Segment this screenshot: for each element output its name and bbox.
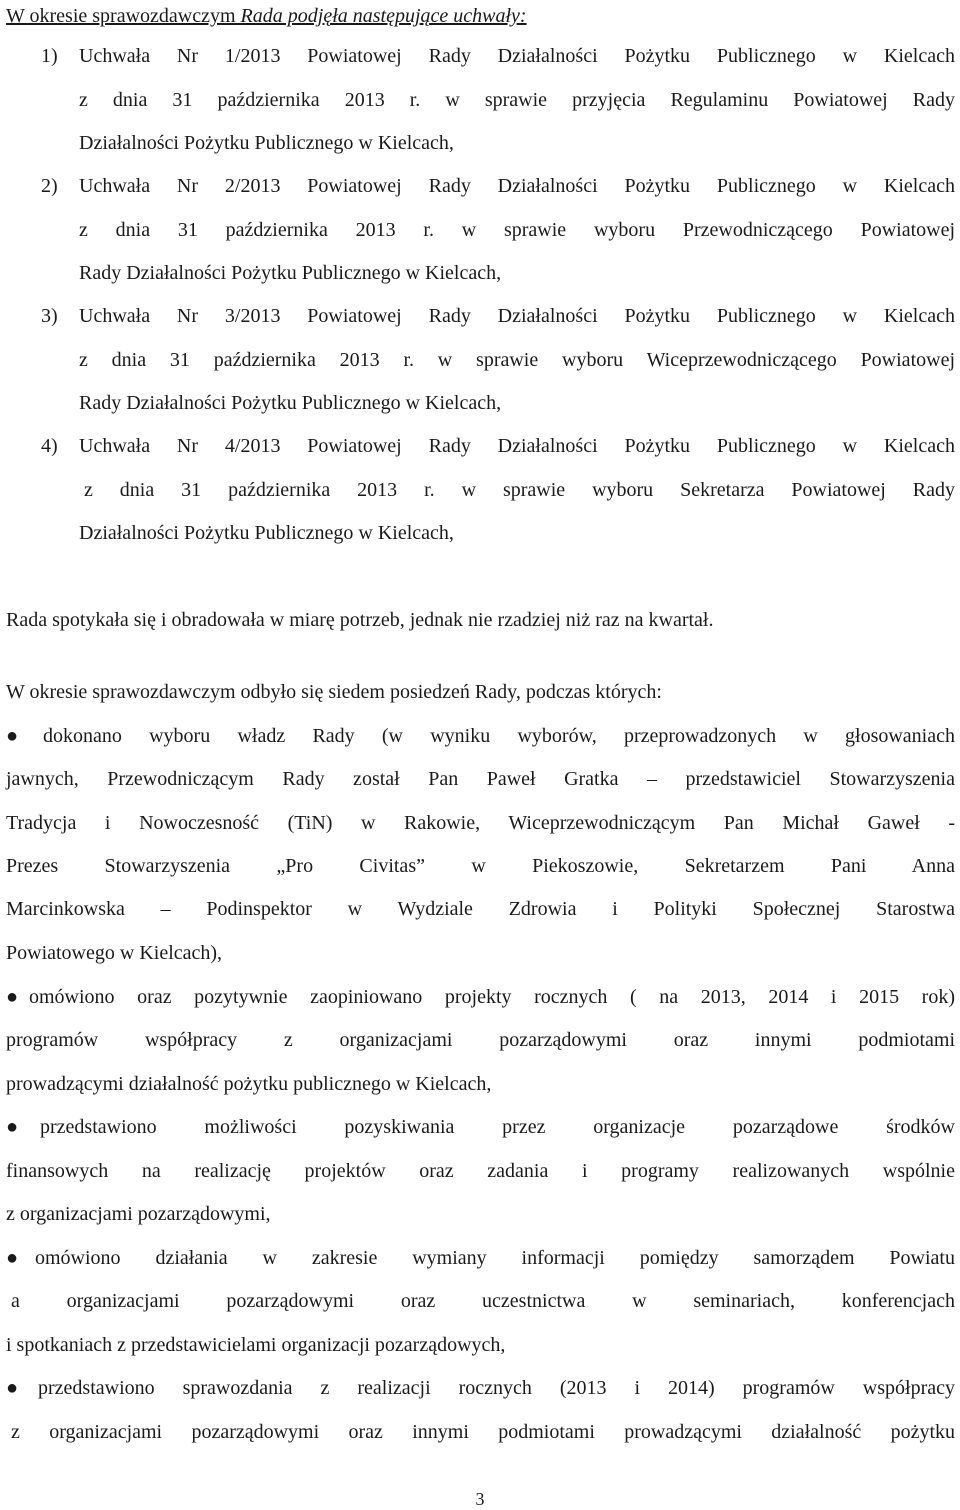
resolution-line: Uchwała Nr 1/2013 Powiatowej Rady Działalności Pożytku Publicznego w Kielcach bbox=[79, 45, 955, 67]
bullet-line: finansowych na realizację projektów oraz zadania i programy realizowanych wspólnie bbox=[6, 1160, 955, 1182]
bullet-line: Tradycja i Nowoczesność (TiN) w Rakowie, Wiceprzewodniczącym Pan Michał Gaweł - bbox=[6, 812, 955, 834]
resolution-line: Rady Działalności Pożytku Publicznego w Kielcach, bbox=[79, 262, 502, 284]
bullet-line: Powiatowego w Kielcach), bbox=[6, 942, 223, 964]
bullet-line: programów współpracy z organizacjami pozarządowymi oraz innymi podmiotami bbox=[6, 1029, 955, 1051]
resolution-line: z dnia 31 października 2013 r. w sprawie przyjęcia Regulaminu Powiatowej Rady bbox=[79, 89, 955, 111]
meeting-frequency-note: Rada spotykała się i obradowała w miarę potrzeb, jednak nie rzadziej niż raz na kwartał. bbox=[6, 609, 714, 631]
resolution-line: z dnia 31 października 2013 r. w sprawie wyboru Wiceprzewodniczącego Powiatowej bbox=[79, 349, 955, 371]
bullet-line: Prezes Stowarzyszenia „Pro Civitas” w Piekoszowie, Sekretarzem Pani Anna bbox=[6, 855, 955, 877]
bullet-line: z organizacjami pozarządowymi, bbox=[6, 1203, 271, 1225]
meetings-intro: W okresie sprawozdawczym odbyło się siedem posiedzeń Rady, podczas których: bbox=[6, 681, 662, 703]
resolution-line: Uchwała Nr 3/2013 Powiatowej Rady Działalności Pożytku Publicznego w Kielcach bbox=[79, 305, 955, 327]
resolution-line: z dnia 31 października 2013 r. w sprawie wyboru Sekretarza Powiatowej Rady bbox=[84, 479, 955, 501]
bullet-icon: ● bbox=[6, 1377, 19, 1399]
bullet-line: omówiono działania w zakresie wymiany informacji pomiędzy samorządem Powiatu bbox=[35, 1247, 955, 1269]
resolution-line: z dnia 31 października 2013 r. w sprawie wyboru Przewodniczącego Powiatowej bbox=[79, 219, 955, 241]
resolution-line: Uchwała Nr 2/2013 Powiatowej Rady Działalności Pożytku Publicznego w Kielcach bbox=[79, 175, 955, 197]
bullet-line: z organizacjami pozarządowymi oraz innymi podmiotami prowadzącymi działalność pożytku bbox=[11, 1421, 955, 1443]
resolution-number: 3) bbox=[41, 305, 58, 327]
bullet-line: a organizacjami pozarządowymi oraz uczestnictwa w seminariach, konferencjach bbox=[11, 1290, 955, 1312]
bullet-icon: ● bbox=[6, 1247, 19, 1269]
bullet-line: przedstawiono możliwości pozyskiwania przez organizacje pozarządowe środków bbox=[40, 1116, 955, 1138]
resolution-line: Rady Działalności Pożytku Publicznego w Kielcach, bbox=[79, 392, 502, 414]
resolution-number: 1) bbox=[41, 45, 58, 67]
bullet-line: omówiono oraz pozytywnie zaopiniowano projekty rocznych ( na 2013, 2014 i 2015 rok) bbox=[29, 986, 955, 1008]
resolution-line: Uchwała Nr 4/2013 Powiatowej Rady Działalności Pożytku Publicznego w Kielcach bbox=[79, 435, 955, 457]
page-number: 3 bbox=[475, 1489, 485, 1509]
bullet-line: Marcinkowska – Podinspektor w Wydziale Zdrowia i Polityki Społecznej Starostwa bbox=[6, 898, 955, 920]
heading-italic: Rada podjęła następujące uchwały: bbox=[240, 5, 527, 27]
resolution-number: 4) bbox=[41, 435, 58, 457]
bullet-line: dokonano wyboru władz Rady (w wyniku wyborów, przeprowadzonych w głosowaniach bbox=[43, 725, 955, 747]
bullet-icon: ● bbox=[6, 725, 19, 747]
bullet-icon: ● bbox=[6, 986, 19, 1008]
resolution-line: Działalności Pożytku Publicznego w Kielcach, bbox=[79, 132, 454, 154]
resolution-number: 2) bbox=[41, 175, 58, 197]
bullet-line: przedstawiono sprawozdania z realizacji rocznych (2013 i 2014) programów współpracy bbox=[38, 1377, 955, 1399]
bullet-line: jawnych, Przewodniczącym Rady został Pan Paweł Gratka – przedstawiciel Stowarzyszenia bbox=[6, 768, 955, 790]
section-heading bbox=[6, 4, 527, 28]
heading-lead: W okresie sprawozdawczym bbox=[6, 5, 236, 27]
bullet-line: i spotkaniach z przedstawicielami organizacji pozarządowych, bbox=[6, 1334, 506, 1356]
bullet-icon: ● bbox=[6, 1116, 19, 1138]
resolution-line: Działalności Pożytku Publicznego w Kielcach, bbox=[79, 522, 454, 544]
bullet-line: prowadzącymi działalność pożytku publicznego w Kielcach, bbox=[6, 1073, 492, 1095]
